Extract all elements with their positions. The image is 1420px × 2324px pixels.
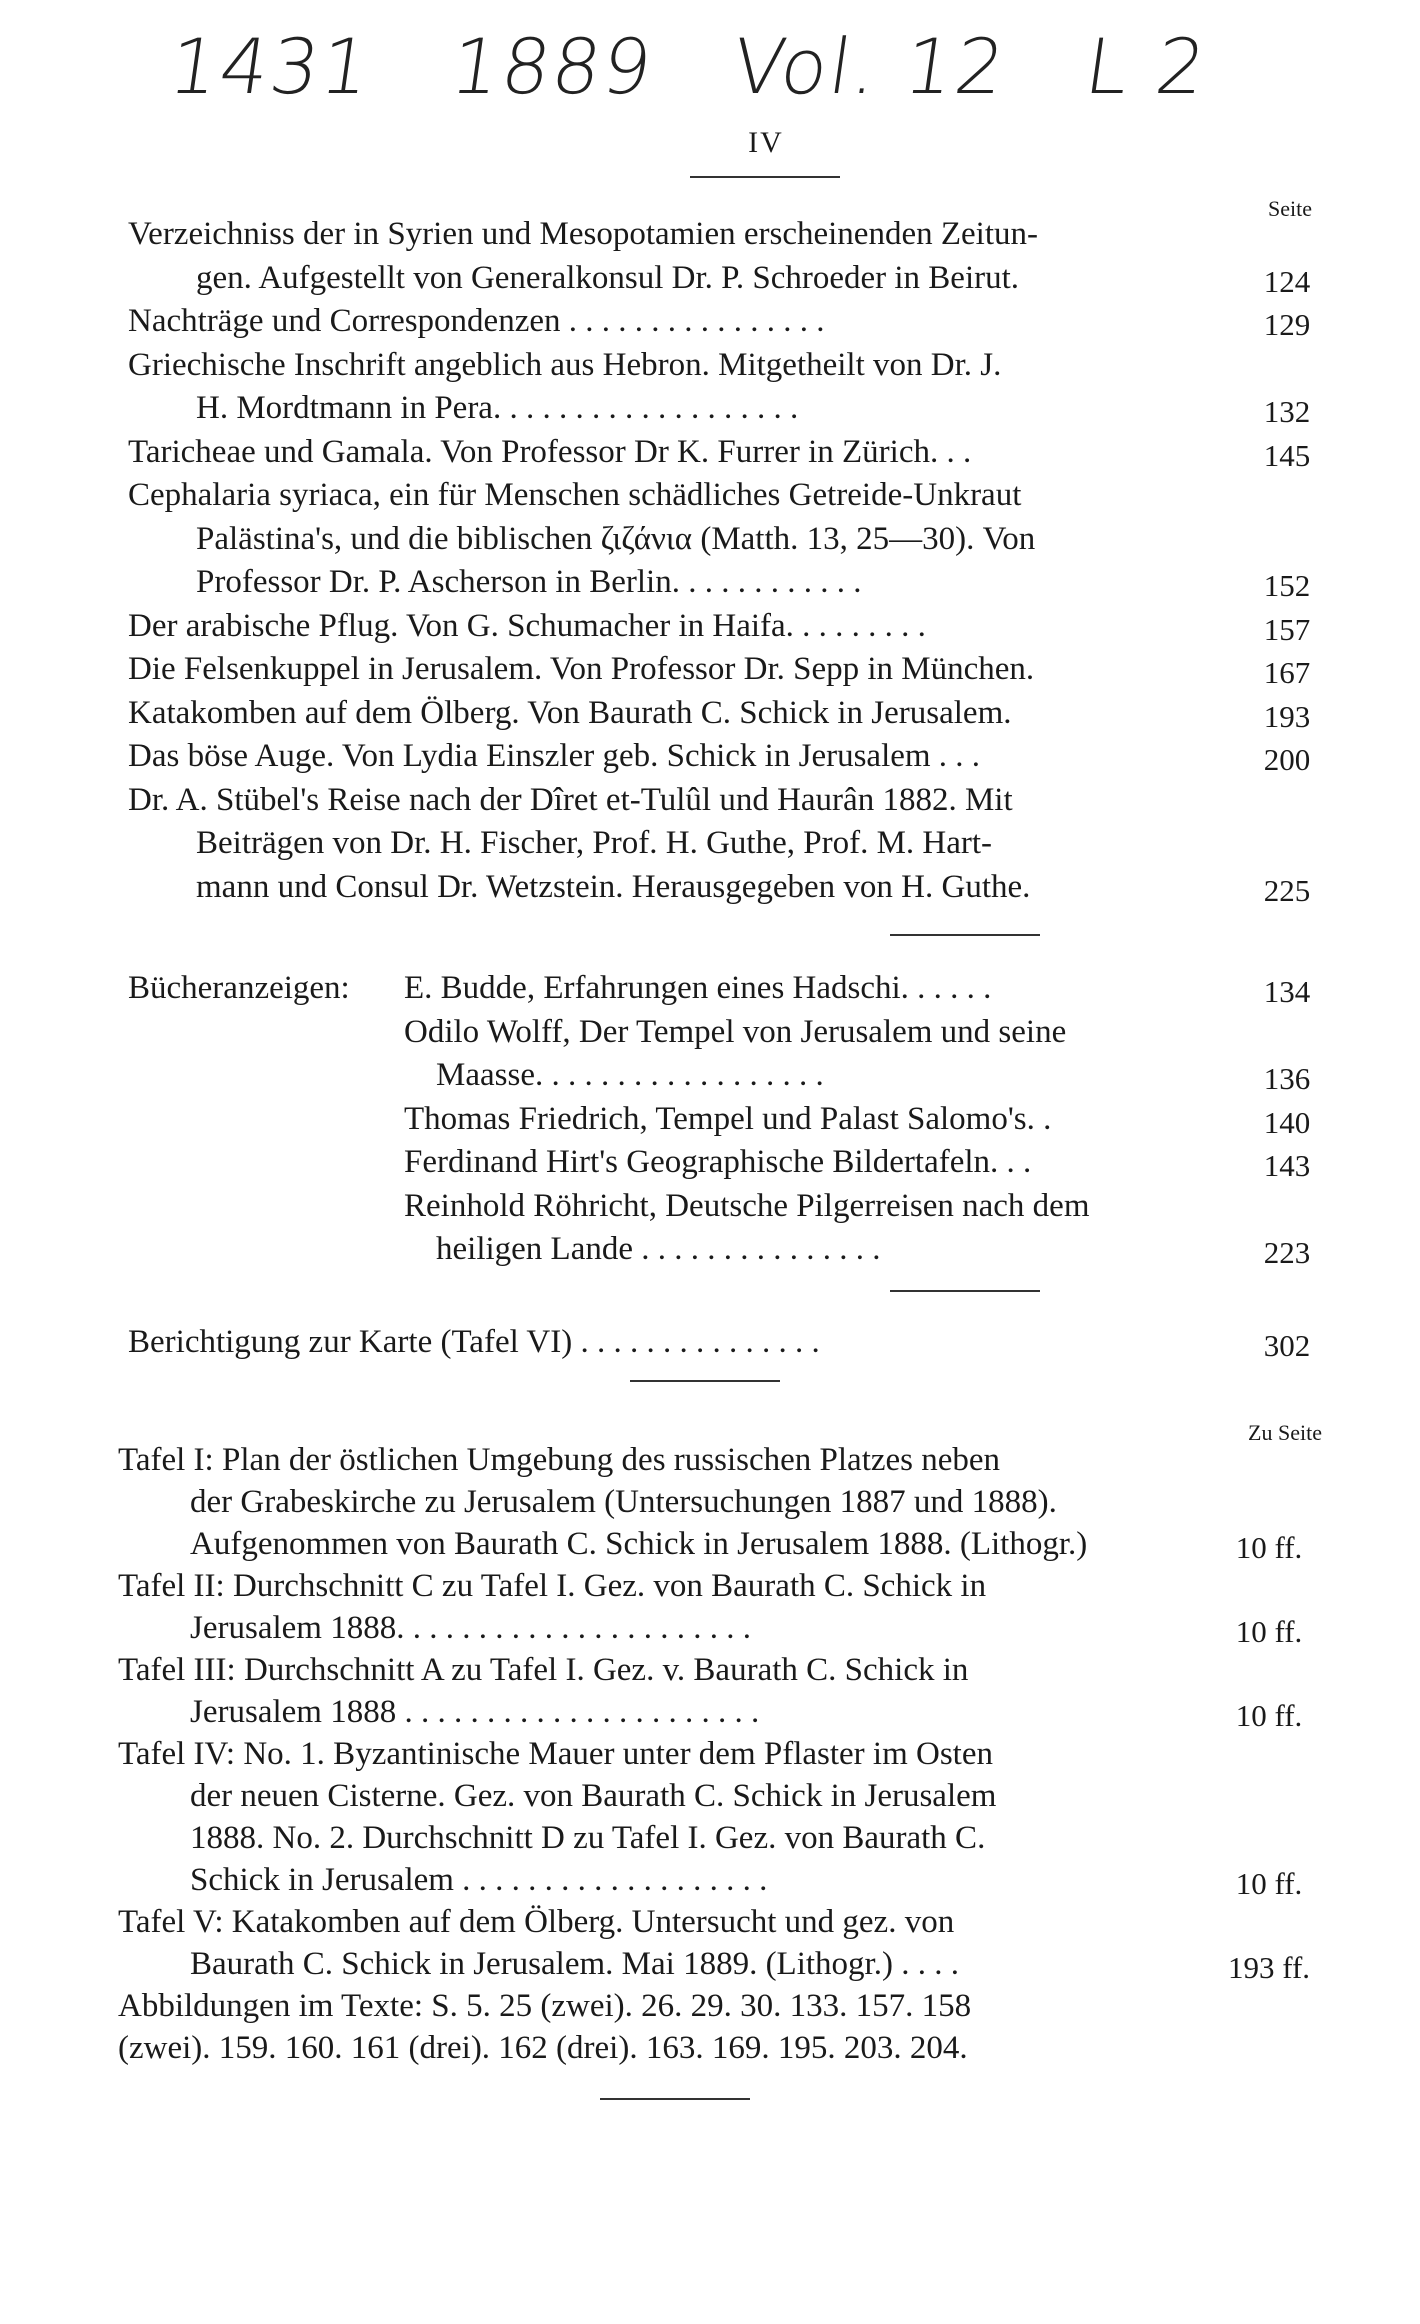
entry-text: Beiträgen von Dr. H. Fischer, Prof. H. Guthe, Prof. M. Hart- — [196, 825, 993, 861]
entry-text: heiligen Lande . . . . . . . . . . . . . . . — [436, 1231, 881, 1267]
page-number: IV — [748, 126, 784, 159]
entry-text: Schick in Jerusalem . . . . . . . . . . . . . . . . . . . — [190, 1862, 768, 1898]
section-divider-1 — [890, 934, 1040, 936]
entry-text: Die Felsenkuppel in Jerusalem. Von Professor Dr. Sepp in München. — [128, 651, 1035, 687]
handwritten-number-a: 1431 — [163, 22, 378, 111]
entry-text: der Grabeskirche zu Jerusalem (Untersuchungen 1887 und 1888). — [190, 1484, 1057, 1520]
entry-text: der neuen Cisterne. Gez. von Baurath C. Schick in Jerusalem — [190, 1778, 997, 1814]
page-reference: 225 — [1263, 872, 1311, 908]
section-divider-2 — [890, 1290, 1040, 1292]
page-reference: 10 ff. — [1235, 1698, 1303, 1733]
column-header-seite: Seite — [1268, 196, 1312, 221]
entry-text: Maasse. . . . . . . . . . . . . . . . . . — [436, 1057, 824, 1093]
entry-text: Aufgenommen von Baurath C. Schick in Jerusalem 1888. (Lithogr.) — [190, 1526, 1088, 1562]
page-reference: 223 — [1263, 1235, 1311, 1270]
entry-text: mann und Consul Dr. Wetzstein. Herausgegeben von H. Guthe. — [196, 868, 1031, 905]
entry-text: Baurath C. Schick in Jerusalem. Mai 1889. (Lithogr.) . . . . — [190, 1946, 959, 1982]
page-reference: 136 — [1263, 1061, 1311, 1096]
footer-rule — [600, 2098, 750, 2100]
page-reference: 134 — [1263, 974, 1311, 1009]
entry-text: Professor Dr. P. Ascherson in Berlin. . . . . . . . . . . . — [196, 564, 862, 600]
entry-text: Thomas Friedrich, Tempel und Palast Salomo's. . — [404, 1100, 1052, 1137]
page-reference: 132 — [1263, 394, 1311, 429]
page-reference: 10 ff. — [1235, 1866, 1303, 1901]
entry-text: Tafel II: Durchschnitt C zu Tafel I. Gez. von Baurath C. Schick in — [118, 1568, 987, 1604]
page-reference: 145 — [1263, 437, 1311, 473]
entry-text: Verzeichniss der in Syrien und Mesopotamien erscheinenden Zeitun- — [128, 216, 1038, 252]
entry-text: Palästina's, und die biblischen ζιζάνια (Matth. 13, 25—30). Von — [196, 520, 1036, 557]
entry-text: (zwei). 159. 160. 161 (drei). 162 (drei). 163. 169. 195. 203. 204. — [118, 2030, 968, 2066]
handwritten-annotation — [164, 22, 1267, 111]
entry-text: Griechische Inschrift angeblich aus Hebron. Mitgetheilt von Dr. J. — [128, 346, 1002, 383]
entry-text: H. Mordtmann in Pera. . . . . . . . . . . . . . . . . . . — [196, 390, 799, 426]
handwritten-shelfmark: L 2 — [1079, 22, 1214, 111]
page-reference: 193 ff. — [1227, 1950, 1311, 1985]
entry-text: gen. Aufgestellt von Generalkonsul Dr. P. Schroeder in Beirut. — [196, 259, 1020, 296]
page-reference: 10 ff. — [1235, 1614, 1303, 1649]
page-reference: 167 — [1263, 655, 1311, 690]
entry-text: Taricheae und Gamala. Von Professor Dr K. Furrer in Zürich. . . — [128, 433, 972, 470]
entry-text: Abbildungen im Texte: S. 5. 25 (zwei). 26. 29. 30. 133. 157. 158 — [118, 1988, 972, 2024]
entry-text: Tafel IV: No. 1. Byzantinische Mauer unter dem Pflaster im Osten — [118, 1736, 993, 1772]
entry-text: Dr. A. Stübel's Reise nach der Dîret et-Tulûl und Haurân 1882. Mit — [128, 781, 1013, 818]
book-reviews-label: Bücheranzeigen: — [128, 970, 350, 1006]
entry-text: E. Budde, Erfahrungen eines Hadschi. . . . . . — [404, 970, 992, 1006]
section-divider-3 — [630, 1380, 780, 1382]
handwritten-year: 1889 — [445, 22, 660, 111]
entry-text: Ferdinand Hirt's Geographische Bildertafeln. . . — [404, 1144, 1032, 1180]
entry-text: Katakomben auf dem Ölberg. Von Baurath C. Schick in Jerusalem. — [128, 694, 1012, 731]
page-reference: 10 ff. — [1235, 1530, 1303, 1565]
page-reference: 129 — [1263, 307, 1311, 342]
entry-text: Nachträge und Correspondenzen . . . . . . . . . . . . . . . . — [128, 303, 825, 339]
entry-text: Cephalaria syriaca, ein für Menschen schädliches Getreide-Unkraut — [128, 477, 1022, 513]
page-reference: 152 — [1263, 568, 1311, 603]
entry-text: Der arabische Pflug. Von G. Schumacher in Haifa. . . . . . . . . — [128, 607, 926, 644]
entry-text: 1888. No. 2. Durchschnitt D zu Tafel I. Gez. von Baurath C. — [190, 1820, 986, 1856]
entry-text: Tafel III: Durchschnitt A zu Tafel I. Gez. v. Baurath C. Schick in — [118, 1652, 969, 1688]
entry-text: Berichtigung zur Karte (Tafel VI) . . . . . . . . . . . . . . . — [128, 1324, 820, 1360]
entry-text: Odilo Wolff, Der Tempel von Jerusalem und seine — [404, 1013, 1067, 1050]
entry-text: Jerusalem 1888. . . . . . . . . . . . . . . . . . . . . . — [190, 1610, 751, 1646]
handwritten-volume: Vol. 12 — [726, 22, 1013, 111]
entry-text: Tafel V: Katakomben auf dem Ölberg. Untersucht und gez. von — [118, 1904, 955, 1940]
entry-text: Reinhold Röhricht, Deutsche Pilgerreisen nach dem — [404, 1187, 1090, 1224]
page-reference: 193 — [1263, 698, 1311, 734]
entry-text: Das böse Auge. Von Lydia Einszler geb. Schick in Jerusalem . . . — [128, 738, 981, 774]
page-reference: 302 — [1263, 1328, 1311, 1363]
page-reference: 143 — [1263, 1148, 1311, 1183]
page-reference: 124 — [1263, 263, 1311, 299]
page-reference: 157 — [1263, 611, 1311, 647]
entry-text: Tafel I: Plan der östlichen Umgebung des russischen Platzes neben — [118, 1442, 1001, 1478]
entry-text: Jerusalem 1888 . . . . . . . . . . . . . . . . . . . . . . — [190, 1694, 760, 1730]
column-header-zu-seite: Zu Seite — [1248, 1420, 1322, 1445]
page-reference: 140 — [1263, 1104, 1311, 1140]
header-rule — [690, 176, 840, 178]
page-reference: 200 — [1263, 742, 1311, 777]
